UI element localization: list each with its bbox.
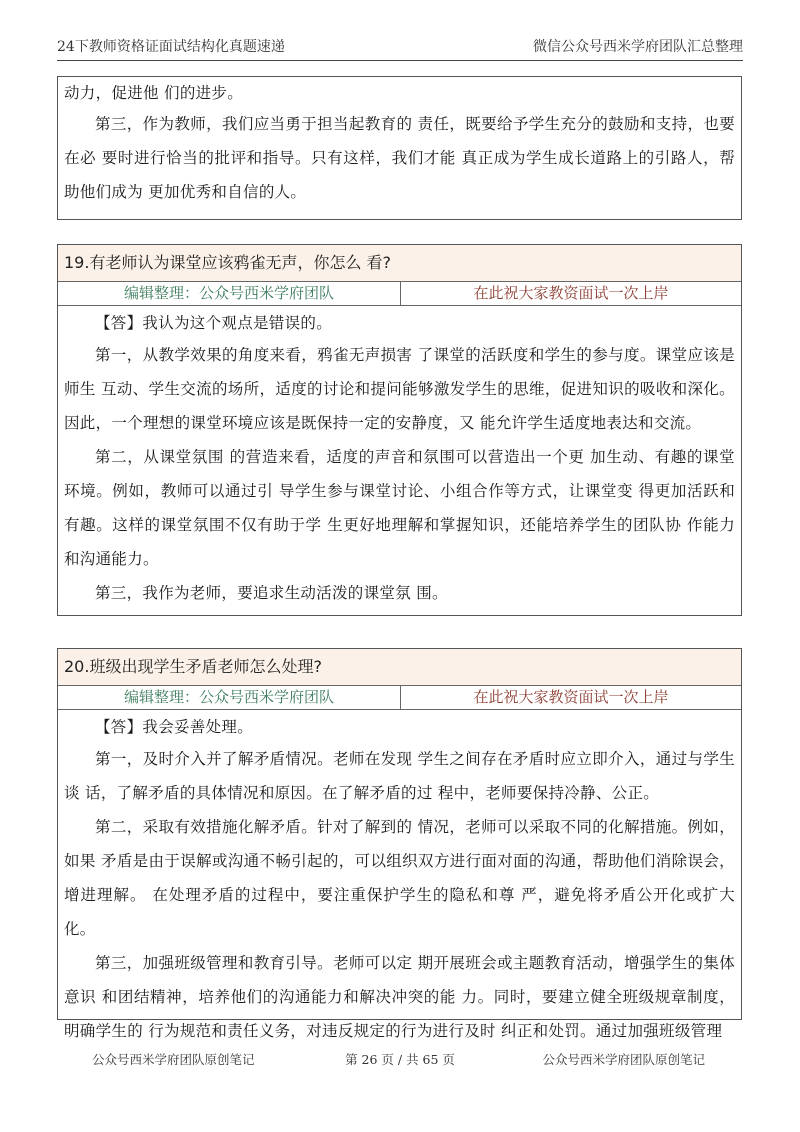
meta-row	[58, 282, 741, 306]
editor-credit: 编辑整理：公众号西米学府团队	[58, 282, 401, 305]
answer-intro: 【答】我认为这个观点是错误的。	[95, 314, 333, 332]
answer-paragraph: 第一，从教学效果的角度来看，鸦雀无声损害 了课堂的活跃度和学生的参与度。课堂应该是师生 互动、学生交流的场所，适度的讨论和提问能够激发学生的思维，促进知识的吸收和深化。因此，一个理想的课堂环境应该是既保持一定的安静度，又 能允许学生适度地表达和交流。	[64, 346, 735, 432]
answer-box-continued	[57, 76, 742, 220]
page-header	[57, 34, 743, 56]
header-doc-title: 24下教师资格证面试结构化真题速递	[57, 39, 285, 55]
question-title: 19.有老师认为课堂应该鸦雀无声，你怎么 看?	[58, 245, 741, 282]
question-title: 20.班级出现学生矛盾老师怎么处理?	[58, 649, 741, 686]
answer-paragraph: 第三，加强班级管理和教育引导。老师可以定 期开展班会或主题教育活动，增强学生的集体意识 和团结精神，培养他们的沟通能力和解决冲突的能 力。同时，要建立健全班级规章制度，明确学生的 行为规范和责任义务，对违反规定的行为进行及时 纠正和处罚。通过加强班级管理	[64, 954, 735, 1040]
page-footer	[57, 1050, 743, 1070]
page-number: 第 26 页 / 共 65 页	[345, 1052, 455, 1067]
answer-paragraph: 第二，从课堂氛围 的营造来看，适度的声音和氛围可以营造出一个更 加生动、有趣的课堂环境。例如，教师可以通过引 导学生参与课堂讨论、小组合作等方式，让课堂变 得更加活跃和有趣。这样的课堂氛围不仅有助于学 生更好地理解和掌握知识，还能培养学生的团队协 作能力和沟通能力。	[64, 448, 735, 568]
answer-content	[58, 306, 741, 610]
wish-text: 在此祝大家教资面试一次上岸	[473, 688, 669, 706]
answer-paragraph: 第一，及时介入并了解矛盾情况。老师在发现 学生之间存在矛盾时应立即介入，通过与学生谈 话，了解矛盾的具体情况和原因。在了解矛盾的过 程中，老师要保持冷静、公正。	[64, 750, 735, 802]
question-box-19	[57, 244, 742, 616]
question-box-20	[57, 648, 742, 1040]
header-source: 微信公众号西米学府团队汇总整理	[533, 39, 743, 55]
wish-text: 在此祝大家教资面试一次上岸	[473, 284, 669, 302]
footer-left-note: 公众号西米学府团队原创笔记	[92, 1052, 255, 1067]
answer-paragraph: 第二，采取有效措施化解矛盾。针对了解到的 情况，老师可以采取不同的化解措施。例如，如果 矛盾是由于误解或沟通不畅引起的，可以组织双方进行面对面的沟通，帮助他们消除误会，增进理解。 在处理矛盾的过程中，要注重保护学生的隐私和尊 严，避免将矛盾公开化或扩大化。	[64, 818, 735, 938]
meta-row	[58, 686, 741, 710]
answer-paragraph: 第三，作为教师，我们应当勇于担当起教育的 责任，既要给予学生充分的鼓励和支持，也要在必 要时进行恰当的批评和指导。只有这样，我们才能 真正成为学生成长道路上的引路人，帮助他们成为 更加优秀和自信的人。	[64, 115, 735, 201]
editor-credit: 编辑整理：公众号西米学府团队	[58, 686, 401, 709]
answer-content	[58, 710, 741, 1048]
answer-content	[58, 77, 741, 209]
answer-paragraph: 第三，我作为老师，要追求生动活泼的课堂氛 围。	[95, 584, 448, 602]
answer-intro: 【答】我会妥善处理。	[95, 718, 254, 736]
footer-right-note: 公众号西米学府团队原创笔记	[542, 1052, 705, 1067]
header-divider	[57, 60, 743, 61]
answer-paragraph: 动力，促进他 们的进步。	[64, 84, 244, 102]
